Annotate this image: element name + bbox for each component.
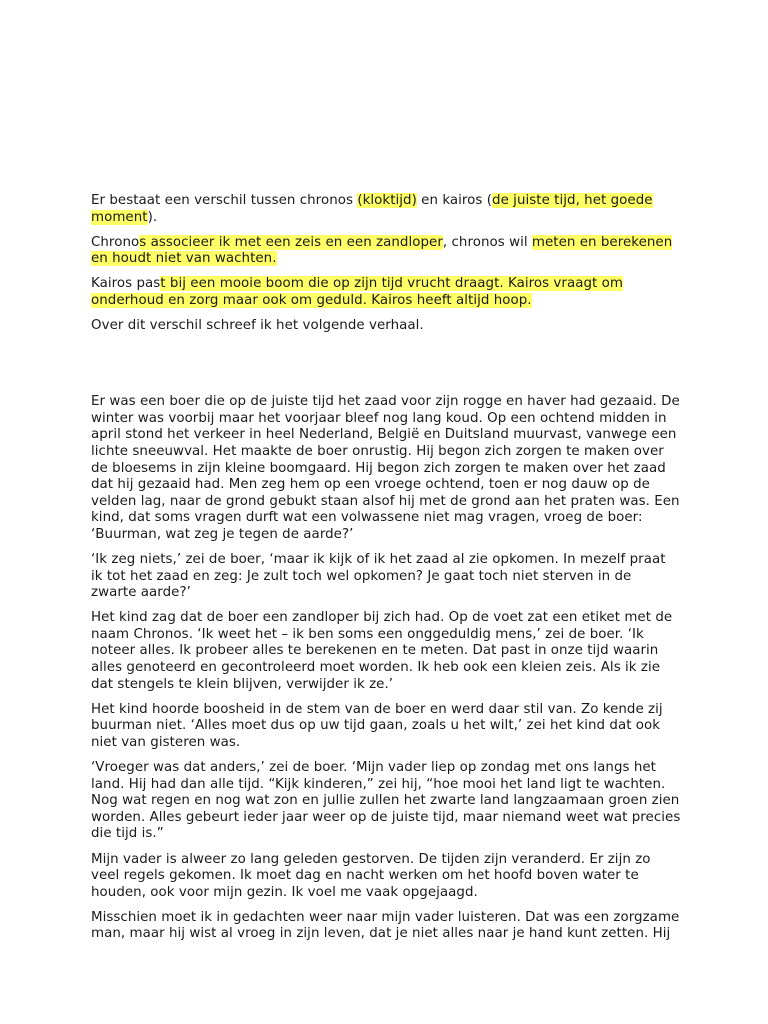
highlighted-text: de juiste tijd, het goede moment xyxy=(91,193,653,225)
text-run: , chronos wil xyxy=(442,234,532,250)
document-body xyxy=(91,193,681,951)
highlighted-text: (kloktijd) xyxy=(357,193,417,208)
section-spacer xyxy=(91,343,681,394)
intro-paragraph-3 xyxy=(91,276,681,309)
story-paragraph-2: ‘Ik zeg niets,’ zei de boer, ‘maar ik kijk of ik het zaad al zie opkomen. In mezelf praat ik tot het zaad en zeg: Je zult toch wel opkomen? Je gaat toch niet sterven in de zwarte aarde?’ xyxy=(91,552,666,601)
story-paragraph-1: Er was een boer die op de juiste tijd het zaad voor zijn rogge en haver had gezaaid. De winter was voorbij maar het voorjaar bleef nog lang koud. Op een ochtend midden in april stond het verkeer in heel Nederland, België en Duitsland muurvast, vanwege een lichte sneeuwval. Het maakte de boer onrustig. Hij begon zich zorgen te maken over de bloesems in zijn kleine boomgaard. Hij begon zich zorgen te maken over het zaad dat hij gezaaid had. Men zeg hem op een vroege ochtend, toen er nog dauw op de velden lag, naar de grond gebukt staan alsof hij met de grond aan het praten was. Een kind, dat soms vragen durft wat een volwassene niet mag vragen, vroeg de boer: ‘Buurman, wat zeg je tegen de aarde?’ xyxy=(91,394,680,542)
story-paragraph-4: Het kind hoorde boosheid in de stem van de boer en werd daar stil van. Zo kende zij buurman niet. ‘Alles moet dus op uw tijd gaan, zoals u het wilt,’ zei het kind dat ook niet van gisteren was. xyxy=(91,701,663,750)
highlighted-text: meten en berekenen en houdt niet van wachten. xyxy=(91,234,673,267)
highlighted-text: t bij een mooie boom die op zijn tijd vrucht draagt. Kairos vraagt om onderhoud en zorg maar ook om geduld. Kairos heeft altijd hoop. xyxy=(91,276,623,308)
story-paragraph-6: Mijn vader is alweer zo lang geleden gestorven. De tijden zijn veranderd. Er zijn zo veel regels gekomen. Ik moet dag en nacht werken om het hoofd boven water te houden, ook voor mijn gezin. Ik voel me vaak opgejaagd. xyxy=(91,851,651,900)
text-run: Chrono xyxy=(91,234,140,250)
text-run: en kairos ( xyxy=(416,193,493,208)
intro-paragraph-1 xyxy=(91,193,681,226)
highlighted-text: s associeer ik met een zeis en een zandloper xyxy=(139,234,443,250)
story-paragraph-5: ‘Vroeger was dat anders,’ zei de boer. ‘Mijn vader liep op zondag met ons langs het land. Hij had dan alle tijd. “Kijk kinderen,” zei hij, “hoe mooi het land ligt te wachten. Nog wat regen en nog wat zon en jullie zullen het zwarte land langzaamaan groen zien worden. Alles gebeurt ieder jaar weer op de juiste tijd, maar niemand weet wat precies die tijd is.” xyxy=(91,760,681,842)
story-paragraph-3: Het kind zag dat de boer een zandloper bij zich had. Op de voet zat een etiket met de naam Chronos. ‘Ik weet het – ik ben soms een onggeduldig mens,’ zei de boer. ‘Ik noteer alles. Ik probeer alles te berekenen en te meten. Dat past in onze tijd waarin alles genoteerd en gecontroleerd moet worden. Ik heb ook een kleien zeis. Als ik zie dat stengels te klein blijven, verwijder ik ze.’ xyxy=(91,610,673,692)
text-run: Kairos pas xyxy=(91,276,161,292)
story-paragraph-7: Misschien moet ik in gedachten weer naar mijn vader luisteren. Dat was een zorgzame man, maar hij wist al vroeg in zijn leven, dat je niet alles naar je hand kunt zetten. Hij xyxy=(91,909,680,942)
intro-paragraph-4: Over dit verschil schreef ik het volgende verhaal. xyxy=(91,318,424,334)
text-run: ). xyxy=(147,209,158,225)
intro-paragraph-2 xyxy=(91,235,681,268)
text-run: Er bestaat een verschil tussen chronos xyxy=(91,193,358,208)
